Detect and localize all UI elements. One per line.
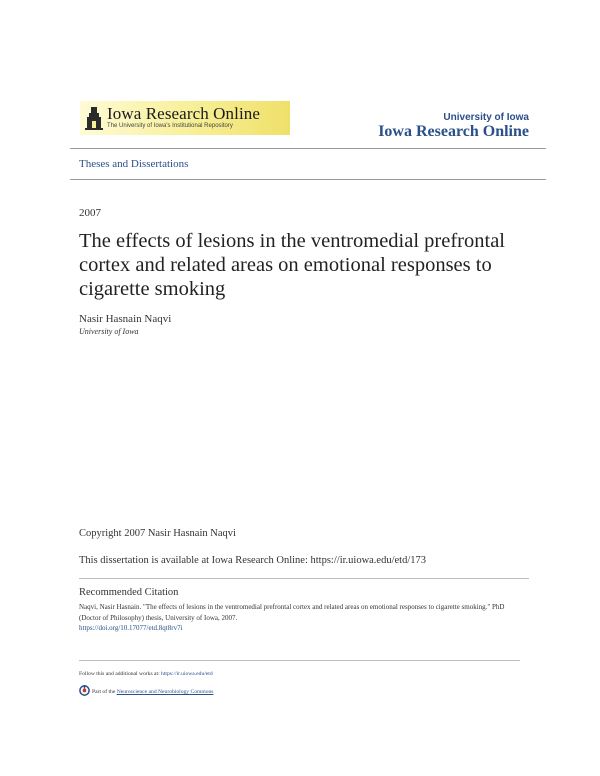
network-icon xyxy=(79,685,90,696)
publication-year: 2007 xyxy=(79,207,101,219)
header-divider xyxy=(70,148,546,149)
part-of-prefix: Part of the xyxy=(92,689,117,695)
follow-line xyxy=(79,671,213,677)
university-name[interactable]: University of Iowa xyxy=(443,112,529,123)
collection-link[interactable]: Theses and Dissertations xyxy=(79,158,189,170)
citation-text xyxy=(79,602,519,634)
logo-title: Iowa Research Online xyxy=(107,104,261,123)
availability-url[interactable]: https://ir.uiowa.edu/etd/173 xyxy=(310,555,427,566)
citation-doi-link[interactable]: https://doi.org/10.17077/etd.8qt8rv7i xyxy=(79,624,183,632)
tower-logo-icon xyxy=(83,105,105,131)
document-title: The effects of lesions in the ventromedial prefrontal cortex and related areas on emotional responses to cigarette smoking xyxy=(79,230,505,300)
repository-logo-banner[interactable] xyxy=(80,101,290,135)
commons-link[interactable]: Neuroscience and Neurobiology Commons xyxy=(116,689,214,695)
follow-url-link[interactable]: https://ir.uiowa.edu/etd xyxy=(161,671,213,677)
logo-subtitle: The University of Iowa's Institutional Repository xyxy=(107,123,233,129)
citation-divider xyxy=(79,578,529,579)
availability-statement xyxy=(79,555,426,566)
repository-name[interactable]: Iowa Research Online xyxy=(378,123,529,140)
part-of-line xyxy=(92,689,214,695)
collection-divider xyxy=(70,179,546,180)
availability-prefix: This dissertation is available at Iowa Research Online: xyxy=(79,555,311,566)
recommended-citation-heading: Recommended Citation xyxy=(79,587,179,598)
footer-divider xyxy=(79,660,520,661)
author-affiliation: University of Iowa xyxy=(79,327,139,336)
follow-prefix: Follow this and additional works at: xyxy=(79,671,162,677)
citation-body: Naqvi, Nasir Hasnain. "The effects of lesions in the ventromedial prefrontal cortex and related areas on emotional responses to cigarette smoking." PhD (Doctor of Philosophy) thesis, University of Iowa, 2007. xyxy=(79,603,505,622)
author-name: Nasir Hasnain Naqvi xyxy=(79,313,172,325)
copyright-notice: Copyright 2007 Nasir Hasnain Naqvi xyxy=(79,528,236,539)
